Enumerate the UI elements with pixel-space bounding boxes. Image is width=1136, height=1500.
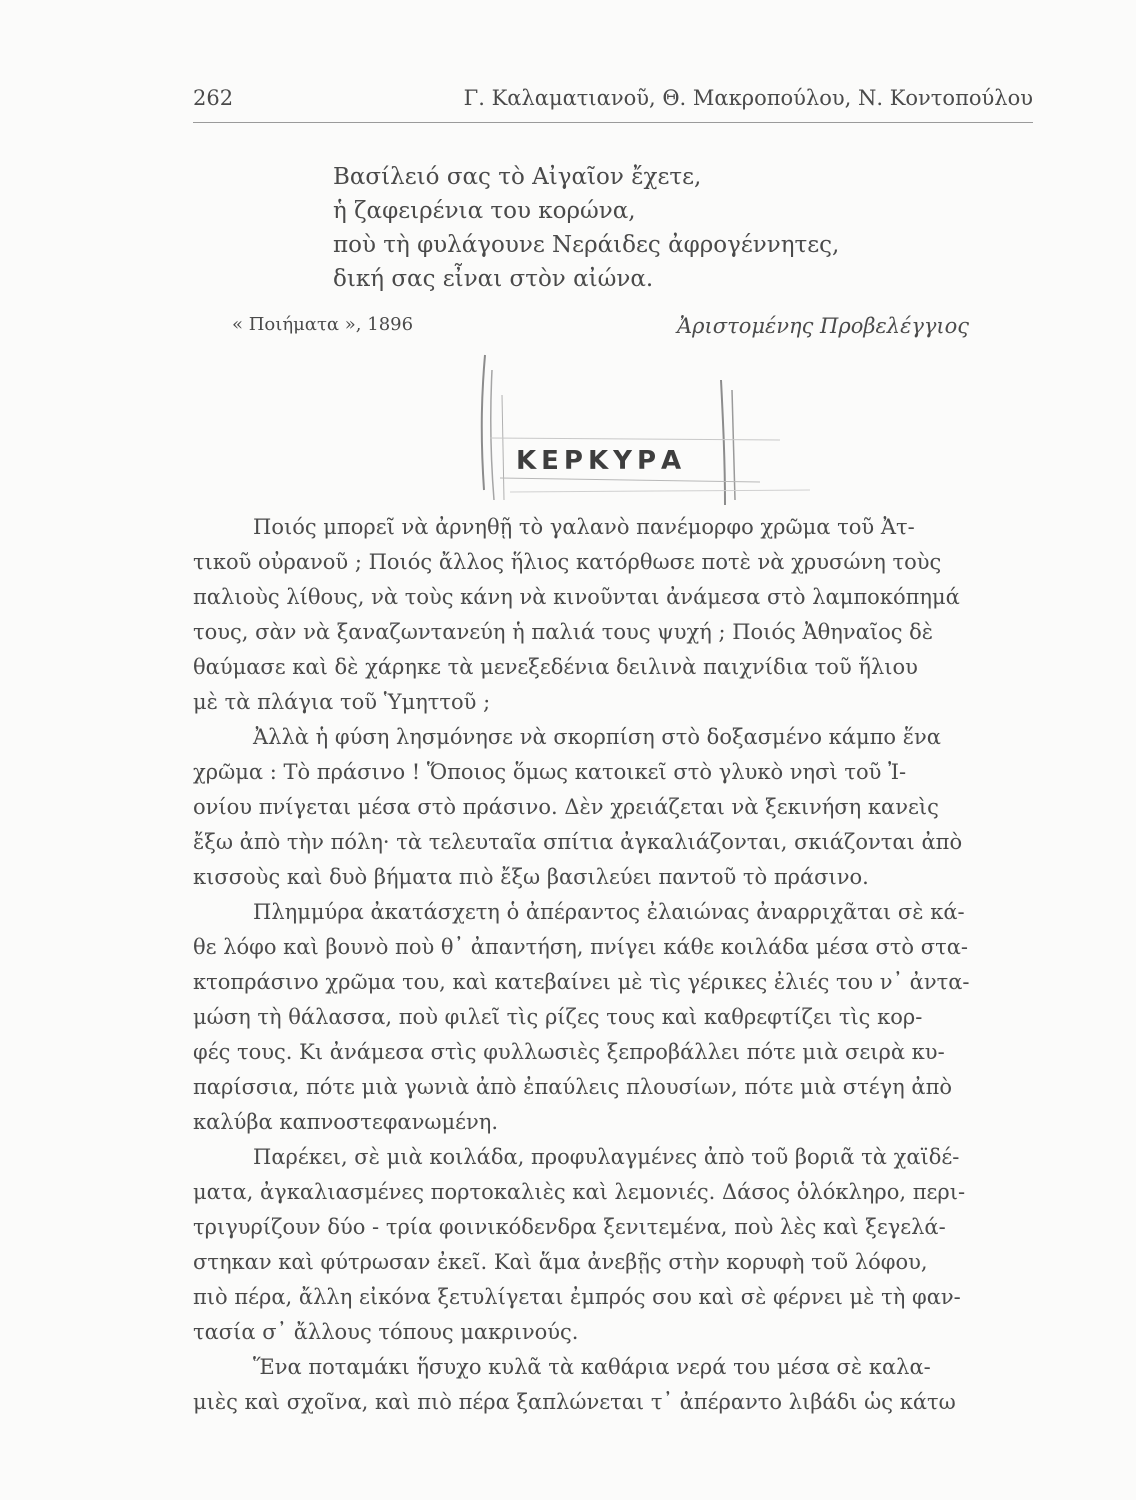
- text-line: Ποιός μπορεῖ νὰ ἀρνηθῇ τὸ γαλανὸ πανέμορφο χρῶμα τοῦ Ἀτ-: [253, 515, 915, 539]
- text-line: καλύβα καπνοστεφανωμένη.: [193, 1110, 499, 1134]
- text-line: ματα, ἀγκαλιασμένες πορτοκαλιὲς καὶ λεμονιές. Δάσος ὁλόκληρο, περι-: [193, 1180, 966, 1204]
- poem-line: δική σας εἶναι στὸν αἰώνα.: [333, 266, 654, 292]
- paragraph: [193, 510, 1033, 720]
- text-line: Ἀλλὰ ἡ φύση λησμόνησε νὰ σκορπίση στὸ δοξασμένο κάμπο ἕνα: [253, 725, 941, 749]
- poem-signature: Ἀριστομένης Προβελέγγιος: [677, 314, 970, 338]
- section-title: ΚΕΡΚΥΡΑ: [516, 446, 687, 476]
- text-line: τικοῦ οὐρανοῦ ; Ποιός ἄλλος ἥλιος κατόρθωσε ποτὲ νὰ χρυσώνη τοὺς: [193, 550, 942, 574]
- page-number: 262: [193, 86, 234, 110]
- header-authors: Γ. Καλαματιανοῦ, Θ. Μακροπούλου, Ν. Κοντοπούλου: [463, 86, 1033, 110]
- text-line: φές τους. Κι ἀνάμεσα στὶς φυλλωσιὲς ξεπροβάλλει πότε μιὰ σειρὰ κυ-: [193, 1040, 945, 1064]
- poem-line: Βασίλειό σας τὸ Αἰγαῖον ἔχετε,: [333, 164, 702, 190]
- text-line: ἔξω ἀπὸ τὴν πόλη· τὰ τελευταῖα σπίτια ἀγκαλιάζονται, σκιάζονται ἀπὸ: [193, 830, 963, 854]
- text-line: μιὲς καὶ σχοῖνα, καὶ πιὸ πέρα ξαπλώνεται τ᾿ ἀπέραντο λιβάδι ὡς κάτω: [193, 1390, 956, 1414]
- text-line: τασία σ᾿ ἄλλους τόπους μακρινούς.: [193, 1320, 579, 1344]
- text-line: κισσοὺς καὶ δυὸ βήματα πιὸ ἔξω βασιλεύει παντοῦ τὸ πράσινο.: [193, 865, 869, 889]
- poem-source: « Ποιήματα », 1896: [232, 314, 414, 335]
- text-line: θε λόφο καὶ βουνὸ ποὺ θ᾿ ἀπαντήση, πνίγει κάθε κοιλάδα μέσα στὸ στα-: [193, 935, 968, 959]
- text-line: τους, σὰν νὰ ξαναζωντανεύη ἡ παλιά τους ψυχή ; Ποιός Ἀθηναῖος δὲ: [193, 620, 934, 644]
- running-header: [193, 86, 1033, 126]
- text-line: πιὸ πέρα, ἄλλη εἰκόνα ξετυλίγεται ἐμπρός σου καὶ σὲ φέρνει μὲ τὴ φαν-: [193, 1285, 961, 1309]
- paragraph: [193, 720, 1033, 895]
- poem-line: ἡ ζαφειρένια του κορώνα,: [333, 198, 636, 224]
- text-line: μὲ τὰ πλάγια τοῦ Ὑμηττοῦ ;: [193, 690, 491, 714]
- text-line: Παρέκει, σὲ μιὰ κοιλάδα, προφυλαγμένες ἀπὸ τοῦ βοριᾶ τὰ χαϊδέ-: [253, 1145, 960, 1169]
- text-line: τριγυρίζουν δύο - τρία φοινικόδενδρα ξενιτεμένα, ποὺ λὲς καὶ ξεγελά-: [193, 1215, 946, 1239]
- text-line: παλιοὺς λίθους, νὰ τοὺς κάνη νὰ κινοῦνται ἀνάμεσα στὸ λαμποκόπημά: [193, 585, 960, 609]
- header-rule: [193, 122, 1033, 123]
- poem-stanza: [333, 160, 893, 296]
- text-line: παρίσσια, πότε μιὰ γωνιὰ ἀπὸ ἐπαύλεις πλουσίων, πότε μιὰ στέγη ἀπὸ: [193, 1075, 953, 1099]
- text-line: στηκαν καὶ φύτρωσαν ἐκεῖ. Καὶ ἅμα ἀνεβῇς στὴν κορυφὴ τοῦ λόφου,: [193, 1250, 928, 1274]
- paragraph: [193, 1140, 1033, 1350]
- text-line: Ἕνα ποταμάκι ἥσυχο κυλᾶ τὰ καθάρια νερά του μέσα σὲ καλα-: [253, 1355, 931, 1379]
- paragraph: [193, 1350, 1033, 1420]
- text-line: ονίου πνίγεται μέσα στὸ πράσινο. Δὲν χρειάζεται νὰ ξεκινήση κανεὶς: [193, 795, 939, 819]
- pencil-marks: [440, 350, 820, 520]
- paragraph: [193, 895, 1033, 1140]
- text-line: θαύμασε καὶ δὲ χάρηκε τὰ μενεξεδένια δειλινὰ παιχνίδια τοῦ ἥλιου: [193, 655, 918, 679]
- text-line: χρῶμα : Τὸ πράσινο ! Ὅποιος ὅμως κατοικεῖ στὸ γλυκὸ νησὶ τοῦ Ἰ-: [193, 760, 907, 784]
- text-line: κτοπράσινο χρῶμα του, καὶ κατεβαίνει μὲ τὶς γέρικες ἐλιές του ν᾿ ἀντα-: [193, 970, 970, 994]
- body-text: [193, 510, 1033, 1420]
- text-line: Πλημμύρα ἀκατάσχετη ὁ ἀπέραντος ἐλαιώνας ἀναρριχᾶται σὲ κά-: [253, 900, 965, 924]
- poem-line: ποὺ τὴ φυλάγουνε Νεράιδες ἀφρογέννητες,: [333, 232, 840, 258]
- text-line: μώση τὴ θάλασσα, ποὺ φιλεῖ τὶς ρίζες τους καὶ καθρεφτίζει τὶς κορ-: [193, 1005, 923, 1029]
